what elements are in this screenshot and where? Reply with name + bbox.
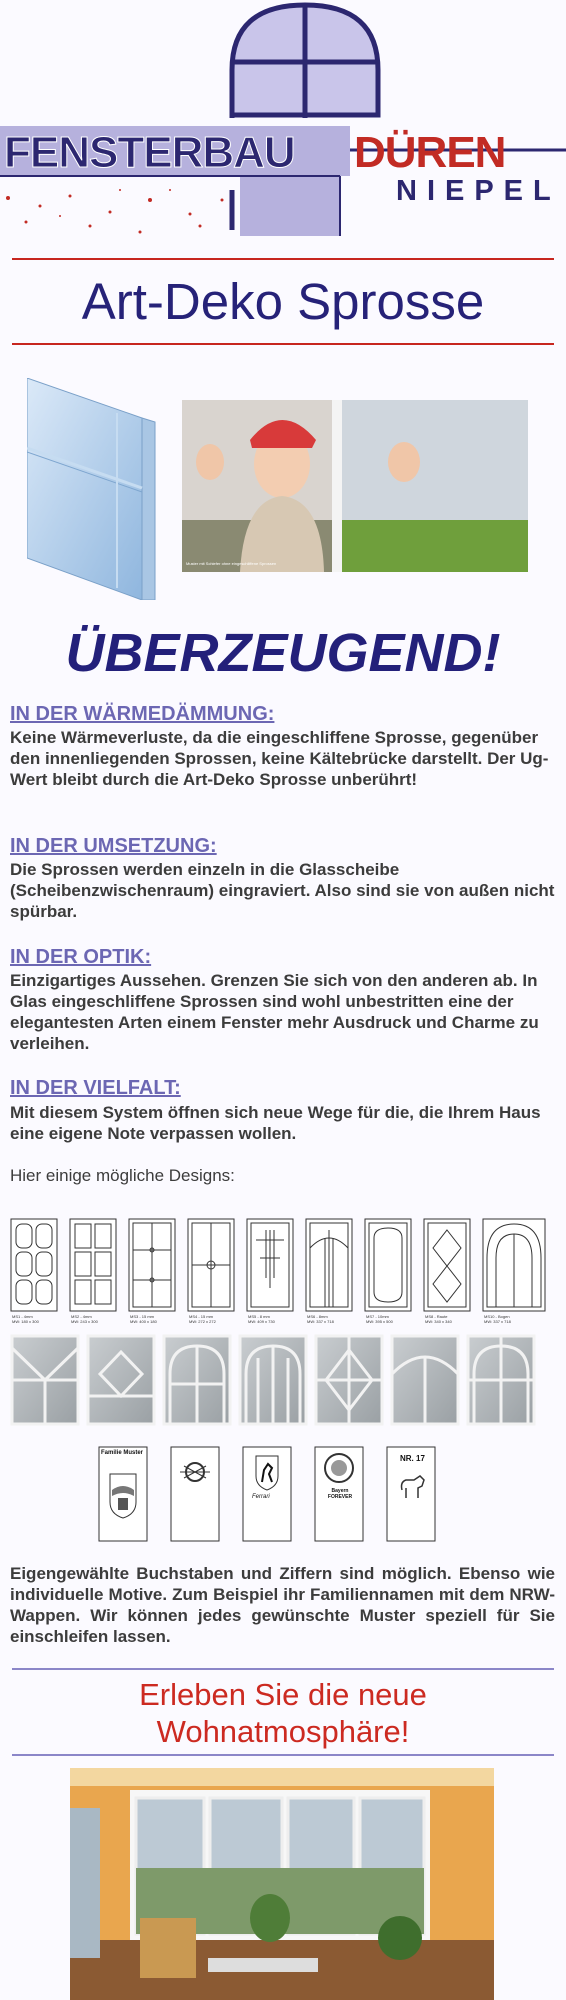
design-ms10	[482, 1218, 546, 1312]
design-ms2	[69, 1218, 117, 1312]
motif-family-crest	[98, 1446, 148, 1542]
design-ms8	[423, 1218, 471, 1312]
motif-label-bayern: Bayern FOREVER	[327, 1488, 353, 1500]
motif-label-family: Familie Muster	[101, 1450, 144, 1456]
design-ms4	[187, 1218, 235, 1312]
design-label-ms6: MS6 - 8mm MW: 337 x 718	[307, 1314, 334, 1324]
motif-label-ferrari: Ferrari	[252, 1494, 270, 1500]
design-label-ms8: MS8 - Raute MW: 340 x 340	[425, 1314, 452, 1324]
page-title: Art-Deko Sprosse	[81, 273, 485, 330]
closing-text: Eigengewählte Buchstaben und Ziffern sind möglich. Ebenso wie individuelle Motive. Zum Beispiel ihr Familiennamen mit dem NRW-Wappen. Wir können jedes gewünschte Muster speziell für Sie einschleifen lassen.	[10, 1564, 555, 1646]
section-heading-umsetzung: IN DER UMSETZUNG:	[10, 835, 217, 857]
design-ms6	[305, 1218, 353, 1312]
photo-caption: Muster mit Schiefer ohne eingeschliffene Sprossen	[186, 561, 277, 566]
section-heading-vielfalt: IN DER VIELFALT:	[10, 1077, 181, 1099]
section-heading-waermedaemmung: IN DER WÄRMEDÄMMUNG:	[10, 703, 275, 725]
design-label-ms3: MS3 - 15 mm MW: 400 x 180	[130, 1314, 157, 1324]
motif-nr17-dog	[386, 1446, 436, 1542]
child-at-window-photo	[182, 400, 528, 572]
design-label-ms7: MS7 - 10mm MW: 395 x 500	[366, 1314, 393, 1324]
design-ms1	[10, 1218, 58, 1312]
title-rule-bottom	[12, 343, 554, 345]
cta-line-1: Erleben Sie die neue	[139, 1677, 427, 1712]
cta-rule-top	[12, 1668, 554, 1670]
living-room-photo	[70, 1768, 494, 2000]
section-text-umsetzung: Die Sprossen werden einzeln in die Glasscheibe (Scheibenzwischenraum) eingraviert. Also sind sie von außen nicht spürbar.	[10, 860, 555, 921]
design-ms3	[128, 1218, 176, 1312]
section-text-waermedaemmung: Keine Wärmeverluste, da die eingeschliffene Sprosse, gegenüber den innenliegenden Sprossen, keine Kältebrücke darstellt. Der Ug-Wert bleibt durch die Art-Deko Sprosse unberührt!	[10, 728, 549, 789]
design-label-ms10: MS10 - Bogen MW: 337 x 718	[484, 1314, 511, 1324]
motif-ferrari	[242, 1446, 292, 1542]
section-text-optik: Einzigartiges Aussehen. Grenzen Sie sich von den anderen ab. In Glas eingeschliffene Sprossen sind wohl unbestritten eine der elegantesten Arten einem Fenster mehr Ausdruck und Charme zu verleihen.	[10, 971, 539, 1053]
design-label-ms1: MS1 - 4mm MW: 180 x 300	[12, 1314, 39, 1324]
logo-word-dueren: DÜREN	[354, 128, 506, 177]
design-label-ms4: MS4 - 15 mm MW: 272 x 272	[189, 1314, 216, 1324]
section-heading-optik: IN DER OPTIK:	[10, 946, 152, 968]
motif-label-nr17: NR. 17	[400, 1454, 425, 1463]
section-text-vielfalt: Mit diesem System öffnen sich neue Wege für die, die Ihrem Haus eine eigene Note verpassen wollen.	[10, 1103, 541, 1143]
cta-line-2: Wohnatmosphäre!	[156, 1714, 410, 1749]
motif-emblem	[170, 1446, 220, 1542]
headline: ÜBERZEUGEND!	[65, 623, 501, 683]
design-glass-samples	[10, 1334, 548, 1426]
motif-bayern	[314, 1446, 364, 1542]
title-rule-top	[12, 258, 554, 260]
logo-word-fensterbau: FENSTERBAU	[4, 128, 295, 177]
design-label-ms5: MS5 - 8 mm MW: 409 x 730	[248, 1314, 275, 1324]
cta-rule-bottom	[12, 1754, 554, 1756]
cta-heading	[0, 1676, 566, 1750]
design-ms5	[246, 1218, 294, 1312]
design-label-ms2: MS2 - 4mm MW: 243 x 300	[71, 1314, 98, 1324]
design-ms7	[364, 1218, 412, 1312]
designs-intro: Hier einige mögliche Designs:	[10, 1166, 235, 1185]
logo-word-niepel: NIEPEL	[396, 175, 561, 207]
glass-pane-illustration	[27, 378, 157, 600]
